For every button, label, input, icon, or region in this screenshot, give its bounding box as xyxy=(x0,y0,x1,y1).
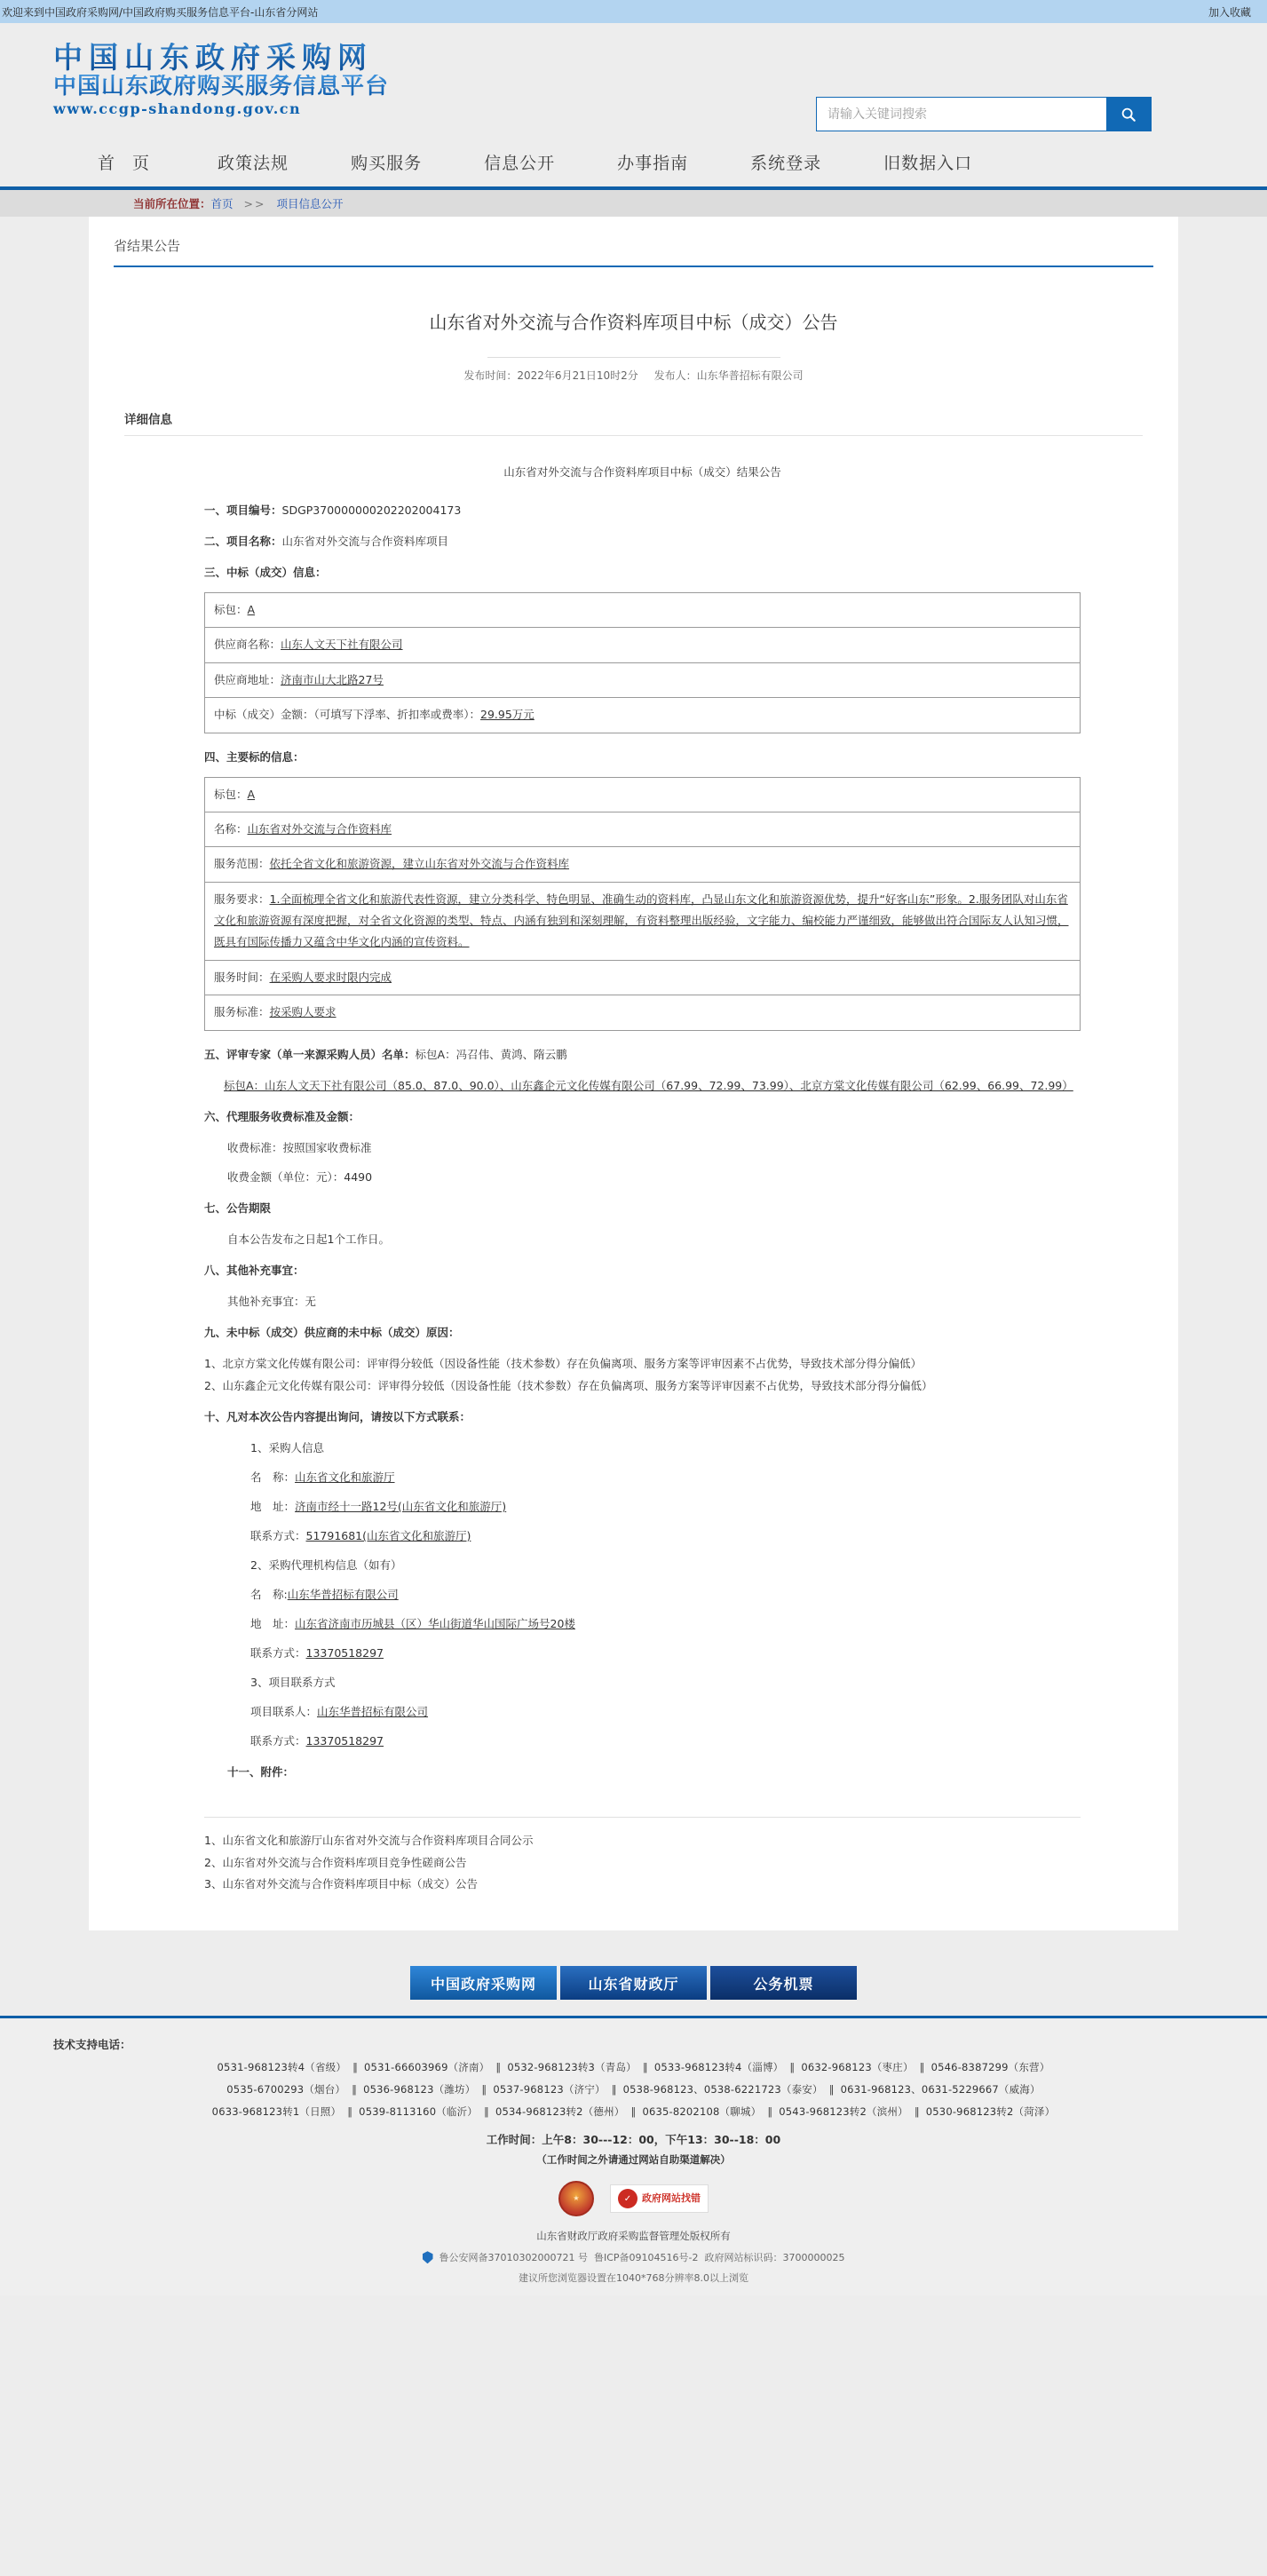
attachment-divider xyxy=(204,1817,1081,1818)
phone-entry: 0635-8202108（聊城） xyxy=(642,2105,762,2119)
nav-item-login[interactable]: 系统登录 xyxy=(750,153,822,173)
publisher: 发布人：山东华普招标有限公司 xyxy=(653,369,804,382)
section-6-label: 六、代理服务收费标准及金额： xyxy=(204,1110,360,1124)
error-report-icon: ✓ xyxy=(618,2189,637,2208)
table-row xyxy=(205,662,1081,697)
table-row xyxy=(205,777,1081,812)
section-7-label: 七、公告期限 xyxy=(204,1201,272,1216)
page-title: 山东省对外交流与合作资料库项目中标（成交）公告 xyxy=(429,312,838,333)
list-item[interactable]: 3、山东省对外交流与合作资料库项目中标（成交）公告 xyxy=(204,1876,478,1890)
service-time-value: 在采购人要求时限内完成 xyxy=(269,970,392,984)
purchaser-contact-value: 51791681(山东省文化和旅游厅) xyxy=(305,1529,471,1543)
phone-entry: 0535-6700293（烟台） xyxy=(226,2083,346,2096)
purchaser-address-label: 地 址： xyxy=(250,1500,296,1514)
logo-url: www.ccgp-shandong.gov.cn xyxy=(53,100,302,117)
phone-entry: 0531-968123转4（省级） xyxy=(217,2061,347,2074)
service-requirement-label: 服务要求： xyxy=(214,892,270,906)
supplier-name-label: 供应商名称： xyxy=(214,638,281,652)
panel-section-label: 省结果公告 xyxy=(114,217,1153,267)
nav-item-guide[interactable]: 办事指南 xyxy=(617,153,689,173)
publish-time: 发布时间：2022年6月21日10时2分 xyxy=(463,369,638,382)
project-number-value: SDGP370000000202202004173 xyxy=(281,503,462,517)
subject-name-label: 名称： xyxy=(214,821,248,836)
section-1-label: 一、项目编号： xyxy=(204,503,282,517)
breadcrumb-home-link[interactable]: 首页 xyxy=(210,197,234,210)
search-button[interactable] xyxy=(1106,98,1151,131)
agency-address-row xyxy=(250,1613,1081,1635)
non-winning-reason-1: 1、北京方棠文化传媒有限公司：评审得分较低（因设备性能（技术参数）存在负偏离项、服务方案等评审因素不占优势，导致技术部分得分偏低） xyxy=(204,1357,922,1371)
subject-package-label: 标包： xyxy=(214,787,248,801)
main-navigation xyxy=(0,137,1267,190)
phone-entry: 0546-8387299（东营） xyxy=(930,2061,1050,2074)
project-contact-phone-row xyxy=(250,1730,1081,1752)
breadcrumb-label: 当前所在位置： xyxy=(133,197,211,210)
table-row xyxy=(205,698,1081,733)
seal-row xyxy=(0,2181,1267,2216)
supplier-address-value: 济南市山大北路27号 xyxy=(281,672,384,686)
site-logo[interactable] xyxy=(53,40,390,117)
site-search[interactable] xyxy=(816,97,1152,131)
other-supplement-value: 其他补充事宜：无 xyxy=(227,1295,317,1309)
phone-row-3: 0633-968123转1（日照） ‖ 0539-8113160（临沂） ‖ 0534-968123转2（德州） ‖ 0635-8202108（聊城） ‖ 0543-968123转2（滨州） ‖ 0530-968123转2（菏泽） xyxy=(211,2105,1056,2119)
purchaser-contact-row xyxy=(250,1525,1081,1547)
subject-name-value: 山东省对外交流与合作资料库 xyxy=(247,821,392,836)
working-hours-note: （工作时间之外请通过网站自助渠道解决） xyxy=(536,2153,731,2167)
table-row xyxy=(205,812,1081,846)
project-contact-phone-value: 13370518297 xyxy=(305,1734,384,1748)
agency-info-heading: 2、采购代理机构信息（如有） xyxy=(250,1558,402,1573)
section-11-label: 十一、附件： xyxy=(227,1765,295,1779)
phone-entry: 0631-968123、0631-5229667（威海） xyxy=(840,2083,1041,2096)
announcement-body xyxy=(204,461,1081,1895)
search-icon xyxy=(1121,107,1136,123)
table-row xyxy=(205,960,1081,995)
table-row xyxy=(205,628,1081,662)
supplier-name-value: 山东人文天下社有限公司 xyxy=(281,638,403,652)
welcome-text: 欢迎来到中国政府采购网/中国政府购买服务信息平台-山东省分网站 xyxy=(2,5,319,19)
section-project-number xyxy=(204,499,1081,521)
official-seal-icon: ★ xyxy=(558,2181,594,2216)
nav-item-policies[interactable]: 政策法规 xyxy=(218,153,289,173)
banner-official-flight[interactable]: 公务机票 xyxy=(710,1966,857,2000)
purchaser-address-row xyxy=(250,1495,1081,1518)
banner-shandong-finance[interactable]: 山东省财政厅 xyxy=(560,1966,707,2000)
phone-entry: 0534-968123转2（德州） xyxy=(495,2105,625,2119)
announcement-title: 山东省对外交流与合作资料库项目中标（成交）结果公告 xyxy=(503,465,781,479)
phone-entry: 0530-968123转2（菏泽） xyxy=(925,2105,1056,2119)
phone-entry: 0633-968123转1（日照） xyxy=(211,2105,342,2119)
agency-name-label: 名 称: xyxy=(250,1588,288,1602)
purchaser-name-value: 山东省文化和旅游厅 xyxy=(295,1470,395,1485)
phone-entry: 0538-968123、0538-6221723（泰安） xyxy=(622,2083,823,2096)
tech-support-label: 技术支持电话： xyxy=(53,2038,131,2052)
record-info-row xyxy=(0,2250,1267,2264)
phone-entry: 0532-968123转3（青岛） xyxy=(507,2061,637,2074)
copyright-owner: 山东省财政厅政府采购监督管理处版权所有 xyxy=(536,2230,731,2243)
non-winning-reason-2: 2、山东鑫企元文化传媒有限公司：评审得分较低（因设备性能（技术参数）存在负偏离项、服务方案等评审因素不占优势，导致技术部分得分偏低） xyxy=(204,1379,933,1393)
agency-name-value: 山东华普招标有限公司 xyxy=(287,1588,399,1602)
supplier-address-label: 供应商地址： xyxy=(214,672,281,686)
phone-entry: 0539-8113160（临沂） xyxy=(359,2105,479,2119)
service-requirement-value: 1.全面梳理全省文化和旅游代表性资源，建立分类科学、特色明显、准确生动的资料库，凸显山东文化和旅游资源优势，提升“好客山东”形象。2.服务团队对山东省文化和旅游资源有深度把握，对全省文化资源的类型、特点、内涵有独到和深刻理解，有资料整理出版经验，文字能力、编校能力严谨细致，能够做出符合国际友人认知习惯，既具有国际传播力又蕴含中华文化内涵的宣传资料。 xyxy=(214,892,1069,949)
section-3-label: 三、中标（成交）信息： xyxy=(204,566,327,579)
agency-address-value: 山东省济南市历城县（区）华山街道华山国际广场号20楼 xyxy=(295,1617,575,1631)
detail-info-heading: 详细信息 xyxy=(124,409,1143,436)
service-scope-value: 依托全省文化和旅游资源，建立山东省对外交流与合作资料库 xyxy=(269,857,570,871)
service-time-label: 服务时间： xyxy=(214,970,270,984)
agency-fee-amount: 收费金额（单位：元）：4490 xyxy=(227,1170,373,1185)
table-row xyxy=(205,882,1081,960)
expert-list-value: 标包A：冯召伟、黄鸿、隋云鹏 xyxy=(415,1047,567,1061)
table-row xyxy=(205,847,1081,882)
agency-name-row xyxy=(250,1583,1081,1605)
section-4-label: 四、主要标的信息： xyxy=(204,749,305,764)
nav-item-home[interactable]: 首 页 xyxy=(98,153,156,173)
announcement-period-value: 自本公告发布之日起1个工作日。 xyxy=(227,1233,390,1247)
website-error-report-badge[interactable] xyxy=(610,2184,709,2213)
working-hours: 工作时间：上午8：30---12：00，下午13：30--18：00 xyxy=(486,2133,781,2147)
publish-meta xyxy=(89,368,1178,383)
service-standard-value: 按采购人要求 xyxy=(269,1005,337,1019)
service-scope-label: 服务范围： xyxy=(214,857,270,871)
site-header xyxy=(0,23,1267,137)
winning-amount-label: 中标（成交）金额：（可填写下浮率、折扣率或费率）： xyxy=(214,708,481,722)
service-standard-label: 服务标准： xyxy=(214,1005,270,1019)
gov-site-id: 政府网站标识码：3700000025 xyxy=(704,2252,845,2264)
subject-package-value: A xyxy=(247,787,256,801)
nav-item-legacy[interactable]: 旧数据入口 xyxy=(883,153,973,173)
winning-amount-value: 29.95万元 xyxy=(480,708,535,722)
phone-entry: 0533-968123转4（淄博） xyxy=(653,2061,784,2074)
phone-entry: 0536-968123（潍坊） xyxy=(363,2083,476,2096)
project-contact-person-label: 项目联系人： xyxy=(250,1705,318,1719)
bid-package-value: A xyxy=(247,603,256,616)
phone-entry: 0531-66603969（济南） xyxy=(364,2061,490,2074)
logo-line-1: 中国山东政府采购网 xyxy=(53,43,389,72)
breadcrumb-separator: >> xyxy=(243,196,266,210)
site-footer xyxy=(0,2018,1267,2295)
error-report-label: 政府网站找错 xyxy=(642,2192,701,2204)
section-8-label: 八、其他补充事宜： xyxy=(204,1264,305,1278)
nav-item-disclosure[interactable]: 信息公开 xyxy=(484,153,556,173)
purchaser-name-row xyxy=(250,1466,1081,1488)
purchaser-name-label: 名 称： xyxy=(250,1470,296,1485)
section-project-name xyxy=(204,530,1081,552)
phone-entry: 0543-968123转2（滨州） xyxy=(779,2105,908,2119)
add-favorite-link[interactable]: 加入收藏 xyxy=(1208,5,1251,19)
bid-package-label: 标包： xyxy=(214,603,248,616)
section-experts xyxy=(204,1043,1081,1066)
phone-entry: 0632-968123（枣庄） xyxy=(801,2061,914,2074)
project-contact-heading: 3、项目联系方式 xyxy=(250,1676,336,1690)
nav-item-services[interactable]: 购买服务 xyxy=(351,153,423,173)
partner-banner-strip xyxy=(89,1954,1178,2016)
icp-record[interactable]: 鲁ICP备09104516号-2 xyxy=(593,2252,699,2264)
table-row xyxy=(205,995,1081,1030)
police-record: 鲁公安网备37010302000721 号 xyxy=(439,2252,588,2264)
phone-row-1: 0531-968123转4（省级） ‖ 0531-66603969（济南） ‖ 0532-968123转3（青岛） ‖ 0533-968123转4（淄博） ‖ 0632-968123（枣庄） ‖ 0546-8387299（东营） xyxy=(217,2061,1050,2074)
section-5-label: 五、评审专家（单一来源采购人员）名单： xyxy=(204,1047,416,1061)
agency-contact-value: 13370518297 xyxy=(305,1646,384,1661)
expert-score-detail: 标包A：山东人文天下社有限公司（85.0、87.0、90.0）、山东鑫企元文化传媒有限公司（67.99、72.99、73.99）、北京方棠文化传媒有限公司（62.99、66.99、72.99） xyxy=(224,1078,1073,1092)
list-item[interactable]: 2、山东省对外交流与合作资料库项目竞争性磋商公告 xyxy=(204,1855,467,1869)
banner-ccgp[interactable]: 中国政府采购网 xyxy=(410,1966,557,2000)
resolution-note: 建议所您浏览器设置在1040*768分辨率8.0以上浏览 xyxy=(519,2272,748,2285)
section-10-label: 十、凡对本次公告内容提出询问，请按以下方式联系： xyxy=(204,1410,471,1424)
project-name-value: 山东省对外交流与合作资料库项目 xyxy=(281,535,449,548)
police-shield-icon xyxy=(423,2251,433,2263)
agency-fee-standard: 收费标准：按照国家收费标准 xyxy=(227,1141,372,1155)
phone-row-2: 0535-6700293（烟台） ‖ 0536-968123（潍坊） ‖ 0537-968123（济宁） ‖ 0538-968123、0538-6221723（泰安） ‖ 0631-968123、0631-5229667（威海） xyxy=(226,2083,1041,2096)
agency-address-label: 地 址： xyxy=(250,1617,296,1631)
table-row xyxy=(205,593,1081,628)
agency-contact-row xyxy=(250,1642,1081,1664)
project-contact-person-value: 山东华普招标有限公司 xyxy=(317,1705,429,1719)
attachment-list xyxy=(204,1830,1081,1895)
section-9-label: 九、未中标（成交）供应商的未中标（成交）原因： xyxy=(204,1326,460,1340)
winning-info-table xyxy=(204,592,1081,733)
agency-contact-label: 联系方式： xyxy=(250,1646,306,1661)
phone-entry: 0537-968123（济宁） xyxy=(493,2083,606,2096)
purchaser-contact-label: 联系方式： xyxy=(250,1529,306,1543)
project-contact-person-row xyxy=(250,1700,1081,1723)
section-2-label: 二、项目名称： xyxy=(204,535,282,548)
search-input[interactable] xyxy=(817,98,1106,131)
top-utility-bar xyxy=(0,0,1267,23)
main-subject-table xyxy=(204,777,1081,1031)
title-divider xyxy=(487,357,780,358)
logo-line-2: 中国山东政府购买服务信息平台 xyxy=(53,73,390,99)
breadcrumb-current[interactable]: 项目信息公开 xyxy=(276,197,344,210)
content-panel xyxy=(89,217,1178,1930)
breadcrumb xyxy=(0,190,1267,217)
list-item[interactable]: 1、山东省文化和旅游厅山东省对外交流与合作资料库项目合同公示 xyxy=(204,1834,534,1848)
project-contact-phone-label: 联系方式： xyxy=(250,1734,306,1748)
purchaser-address-value: 济南市经十一路12号(山东省文化和旅游厅) xyxy=(295,1500,507,1514)
purchaser-info-heading: 1、采购人信息 xyxy=(250,1441,324,1455)
